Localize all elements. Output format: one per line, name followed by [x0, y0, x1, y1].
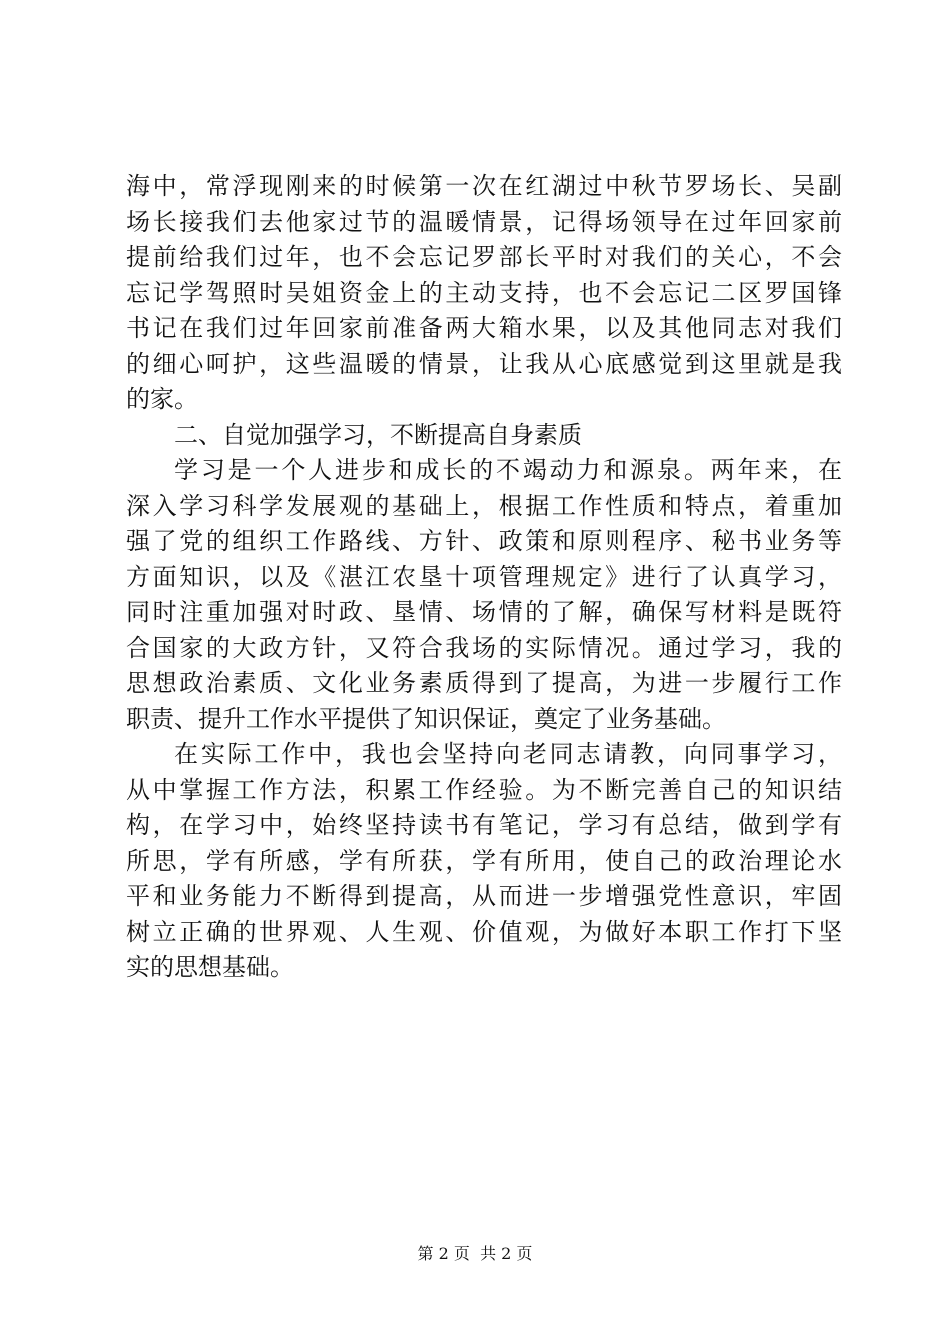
text-line: 忘记学驾照时吴姐资金上的主动支持，也不会忘记二区罗国锋	[126, 278, 842, 307]
text-line: 的家。	[126, 385, 198, 413]
text-line: 书记在我们过年回家前准备两大箱水果，以及其他同志对我们	[126, 314, 842, 342]
text-line: 构，在学习中，始终坚持读书有笔记，学习有总结，做到学有	[126, 811, 842, 839]
page-footer	[0, 1242, 950, 1266]
text-line: 职责、提升工作水平提供了知识保证，奠定了业务基础。	[126, 704, 726, 733]
text-line: 合国家的大政方针，又符合我场的实际情况。通过学习，我的	[126, 633, 842, 662]
text-line: 树立正确的世界观、人生观、价值观，为做好本职工作打下坚	[126, 917, 842, 946]
text-line: 强了党的组织工作路线、方针、政策和原则程序、秘书业务等	[126, 527, 842, 555]
text-line: 从中掌握工作方法，积累工作经验。为不断完善自己的知识结	[126, 775, 842, 804]
text-line: 思想政治素质、文化业务素质得到了提高，为进一步履行工作	[126, 669, 842, 697]
text-line: 所思，学有所感，学有所获，学有所用，使自己的政治理论水	[126, 846, 842, 875]
text-line: 提前给我们过年，也不会忘记罗部长平时对我们的关心，不会	[126, 243, 842, 271]
text-line: 学习是一个人进步和成长的不竭动力和源泉。两年来，在	[174, 456, 842, 484]
text-line: 二、自觉加强学习，不断提高自身素质	[174, 420, 582, 449]
text-line: 场长接我们去他家过节的温暖情景，记得场领导在过年回家前	[126, 207, 842, 236]
text-line: 同时注重加强对时政、垦情、场情的了解，确保写材料是既符	[126, 598, 842, 626]
page-number-label: 第 2 页 共 2 页	[417, 1244, 533, 1263]
text-line: 实的思想基础。	[126, 953, 294, 981]
text-line: 的细心呵护，这些温暖的情景，让我从心底感觉到这里就是我	[126, 349, 842, 378]
text-line: 在实际工作中，我也会坚持向老同志请教，向同事学习，	[174, 740, 842, 768]
text-line: 深入学习科学发展观的基础上，根据工作性质和特点，着重加	[126, 491, 842, 520]
text-line: 海中，常浮现刚来的时候第一次在红湖过中秋节罗场长、吴副	[126, 172, 842, 200]
text-line: 平和业务能力不断得到提高，从而进一步增强党性意识，牢固	[126, 882, 842, 910]
text-line: 方面知识，以及《湛江农垦十项管理规定》进行了认真学习，	[126, 562, 842, 591]
document-body	[126, 169, 842, 986]
